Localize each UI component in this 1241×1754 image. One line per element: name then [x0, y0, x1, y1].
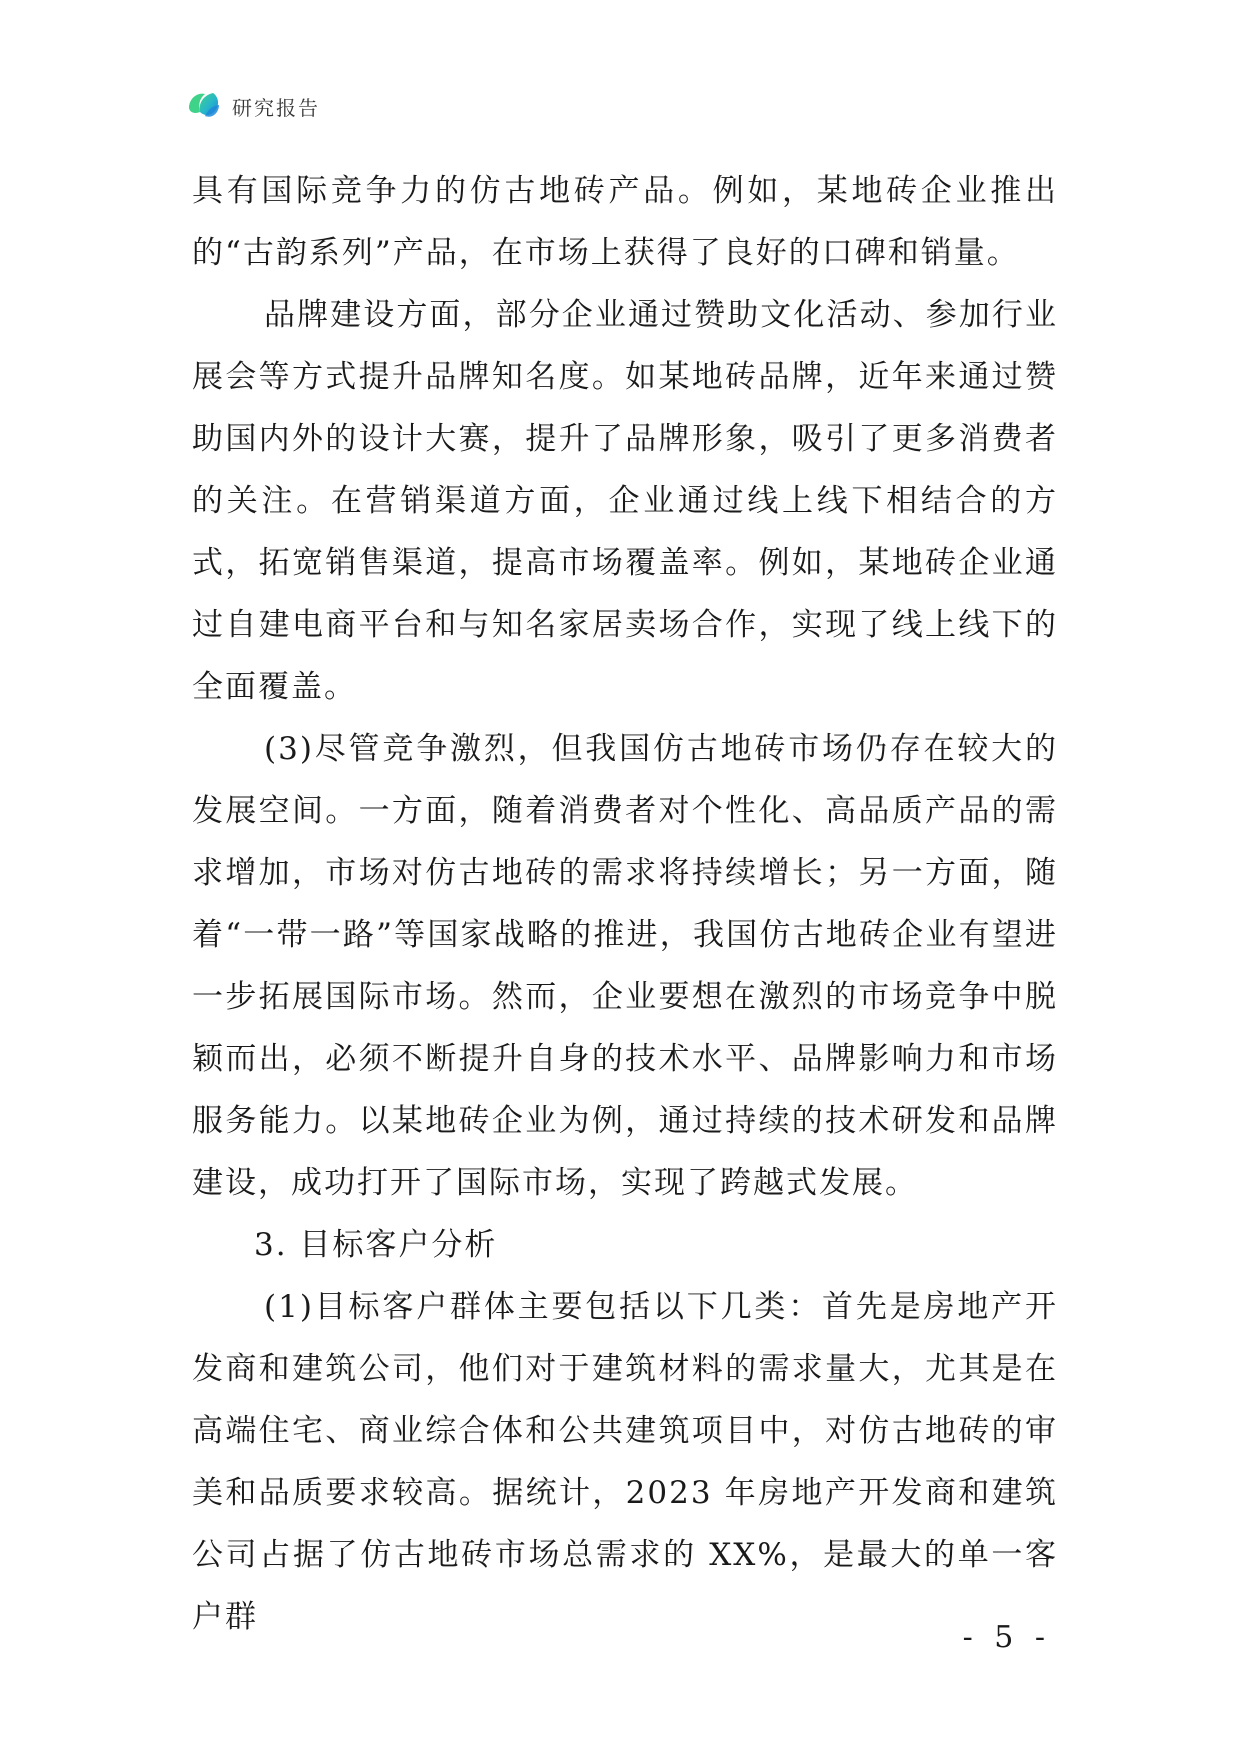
leaf-logo-icon: [186, 88, 222, 124]
paragraph-brand-building: 品牌建设方面，部分企业通过赞助文化活动、参加行业展会等方式提升品牌知名度。如某地砖品牌，近年来通过赞助国内外的设计大赛，提升了品牌形象，吸引了更多消费者的关注。在营销渠道方面，企业通过线上线下相结合的方式，拓宽销售渠道，提高市场覆盖率。例如，某地砖企业通过自建电商平台和与知名家居卖场合作，实现了线上线下的全面覆盖。: [192, 297, 1058, 705]
header-title: 研究报告: [232, 95, 320, 120]
page-number: - 5 -: [962, 1620, 1051, 1655]
paragraph-continued: 具有国际竞争力的仿古地砖产品。例如，某地砖企业推出的“古韵系列”产品，在市场上获得了良好的口碑和销量。: [192, 173, 1058, 271]
paragraph-market-space: (3)尽管竞争激烈，但我国仿古地砖市场仍存在较大的发展空间。一方面，随着消费者对个性化、高品质产品的需求增加，市场对仿古地砖的需求将持续增长；另一方面，随着“一带一路”等国家战略的推进，我国仿古地砖企业有望进一步拓展国际市场。然而，企业要想在激烈的市场竞争中脱颖而出，必须不断提升自身的技术水平、品牌影响力和市场服务能力。以某地砖企业为例，通过持续的技术研发和品牌建设，成功打开了国际市场，实现了跨越式发展。: [192, 731, 1058, 1201]
page-header: [186, 86, 320, 126]
document-body: [192, 160, 1058, 1648]
paragraph-customer-groups: (1)目标客户群体主要包括以下几类：首先是房地产开发商和建筑公司，他们对于建筑材料的需求量大，尤其是在高端住宅、商业综合体和公共建筑项目中，对仿古地砖的审美和品质要求较高。据统计，2023 年房地产开发商和建筑公司占据了仿古地砖市场总需求的 XX%，是最大的单一客户群: [192, 1289, 1058, 1635]
section-heading-target-customers: 3. 目标客户分析: [254, 1227, 498, 1263]
